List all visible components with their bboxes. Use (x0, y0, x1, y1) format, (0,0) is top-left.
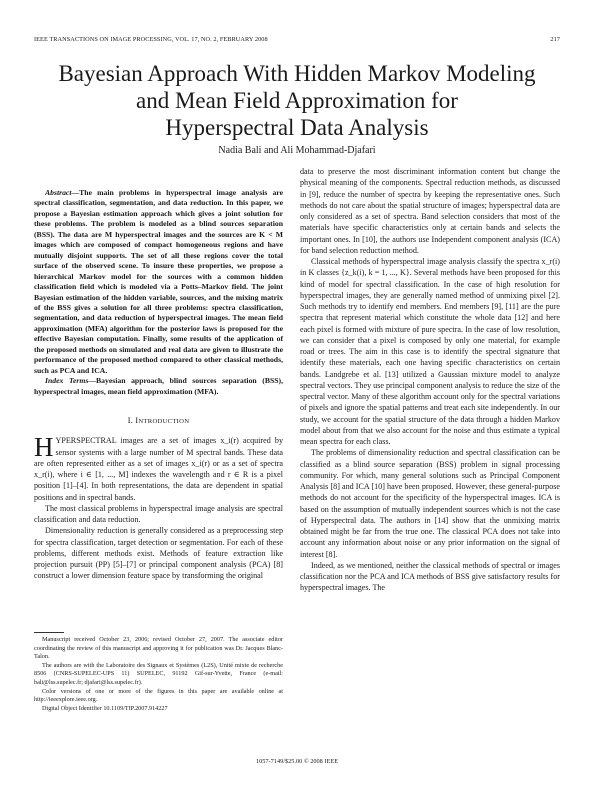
section-title-rest: NTRODUCTION (138, 418, 190, 426)
footnote-rule (34, 632, 64, 633)
footnote-color: Color versions of one or more of the figures in this paper are available online at http://ieeexplore.ieee.org. (34, 687, 283, 704)
footnote-manuscript: Manuscript received October 23, 2006; revised October 27, 2007. The associate editor coordinating the review of this manuscript and approving it for publication was Dr. Jacques Blanc-Talon. (34, 636, 283, 661)
running-header (34, 36, 560, 43)
section-numeral: I. (127, 416, 134, 426)
abstract-text: —The main problems in hyperspectral image analysis are spectral classification, segmentation, and data reduction. In this paper, we propose a Bayesian estimation approach which gives a joint solution for these problems. The problem is modeled as a blind sources separation (BSS). The data are M hyperspectral images and the sources are K < M images which are composed of compact homogeneous regions and have mutually disjoint supports. The set of all these regions cover the total surface of the observed scene. To insure these properties, we propose a hierarchical Markov model for the sources with a common hidden classification field which is modeled via a Potts–Markov field. The joint Bayesian estimation of the hidden variable, sources, and the mixing matrix of the BSS gives a solution for all three problems: spectra classification, segmentation, and data reduction of hyperspectral images. The mean field approximation (MFA) algorithm for the posterior laws is proposed for the effective Bayesian computation. Finally, some results of the application of the proposed methods on simulated and real data are given to illustrate the performance of the proposed method compared to other classical methods, such as PCA and ICA. (34, 188, 283, 375)
intro-paragraph-1 (34, 432, 283, 503)
title-line-3: Hyperspectral Data Analysis (165, 115, 429, 140)
title-line-2: and Mean Field Approximation for (136, 88, 458, 113)
abstract (34, 188, 283, 376)
right-column (300, 166, 560, 594)
journal-name: IEEE TRANSACTIONS ON IMAGE PROCESSING, VOL. 17, NO. 2, FEBRUARY 2008 (34, 36, 268, 43)
drop-cap: H (34, 432, 54, 463)
intro-paragraph-2: The most classical problems in hyperspectral image analysis are spectral classification and data reduction. (34, 503, 283, 525)
right-paragraph-3: The problems of dimensionality reduction and spectral classification can be classified as a blind source separation (BSS) problem in signal processing community. For which, many general solutions such as Principal Component Analysis [8] and ICA [10] have been proposed. However, these general-purpose methods do not account for the specificity of the hyperspectral images. ICA is based on the assumption of mutually independent sources which is not the case of Hyperspectral data. The authors in [14] show that the unmixing matrix obtained might be far from the true one. The classical PCA does not take into account any information about noise or any prior information on the signal of interest [8]. (300, 448, 560, 559)
index-terms-text: —Bayesian approach, blind sources separation (BSS), hyperspectral images, mean field approximation (MFA). (34, 376, 283, 396)
index-terms (34, 376, 283, 397)
footnotes (34, 636, 283, 713)
title-line-1: Bayesian Approach With Hidden Markov Modeling (58, 61, 536, 86)
intro-p1-text: YPERSPECTRAL images are a set of images x_i(r) acquired by sensor systems with a large number of M spectral bands. These data are often represented either as a set of images x_i(r) or as a set of spectra x_r(i), where i ∈ [1, ..., M] indexes the wavelength and r ∈ R is a pixel position [1]–[4]. In both representations, the data are dependent in spatial positions and in spectral bands. (34, 436, 283, 502)
footnote-doi: Digital Object Identifier 10.1109/TIP.2007.914227 (42, 704, 168, 712)
intro-paragraph-3: Dimensionality reduction is generally considered as a preprocessing step for spectra classification, target detection or segmentation. For each of these problems, different methods exist. Methods of feature extraction like projection pursuit (PP) [5]–[7] or principal component analysis (PCA) [8] construct a lower dimension feature space by transforming the original (34, 526, 283, 581)
left-column (34, 188, 283, 582)
section-heading (34, 415, 283, 427)
paper-title (0, 60, 594, 141)
right-paragraph-2: Classical methods of hyperspectral image analysis classify the spectra x_r(i) in K classes {z_k(i), k = 1, ..., K}. Several methods have been proposed for this kind of model for spectral classification. In the case of high resolution for hyperspectral images, they are generally named method of unmixing pixel [2]. Such methods try to identify end members. End members [9], [11] are the pure spectra that represent material which constitute the whole data [12] and here each pixel is formed with mixture of pure spectra. In the case of low resolution, we can consider that a pixel is composed by only one material, for example road or trees. The aim in this case is to identify the spectral signature that identify these materials, each one having specific characteristics on certain bands. Landgrebe et al. [13] utilized a Gaussian mixture model to analyze spectral vectors. They use principal component analysis to reduce the size of the spectral vector. Many of these algorithm account only for the spectral variations of pixels and ignore the spatial patterns and treat each site independently. In our study, we account for the spatial structure of the data through a hidden Markov model about from that we also account for the noise and thus estimate a typical mean spectra for each class. (300, 257, 560, 446)
section-first-letter: I (135, 416, 139, 426)
index-terms-label: Index Terms (45, 376, 89, 386)
copyright-footer: 1057-7149/$25.00 © 2008 IEEE (255, 758, 339, 765)
footnote-affiliation: The authors are with the Laboratoire des Signaux et Systèmes (L2S), Unité mixte de recherche 8506 (CNRS-SUPELEC-UPS 11) SUPELEC, 91192 Gif-sur-Yvette, France (e-mail: bali@lss.supelec.fr; djafari@lss.supelec.fr). (34, 661, 283, 686)
author-list: Nadia Bali and Ali Mohammad-Djafari (218, 145, 376, 156)
page-number: 217 (550, 36, 560, 43)
right-paragraph-1: data to preserve the most discriminant information content but change the physical meaning of the components. Spectral reduction methods, as discussed in [9], reduce the number of spectra by keeping the representative ones. Such methods do not care about the spatial structure of images; hyperspectral data are only considered as a set of spectra. Band selection considers that most of the materials have specific characteristics only at certain bands and selects the important ones. In [10], the authors use Independent component analysis (ICA) for band selection reduction method. (300, 167, 560, 255)
abstract-label: Abstract (45, 188, 72, 197)
right-paragraph-4: Indeed, as we mentioned, neither the classical methods of spectral or images classification nor the PCA and ICA methods of BSS give satisfactory results for hyperspectral images. The (300, 560, 560, 593)
